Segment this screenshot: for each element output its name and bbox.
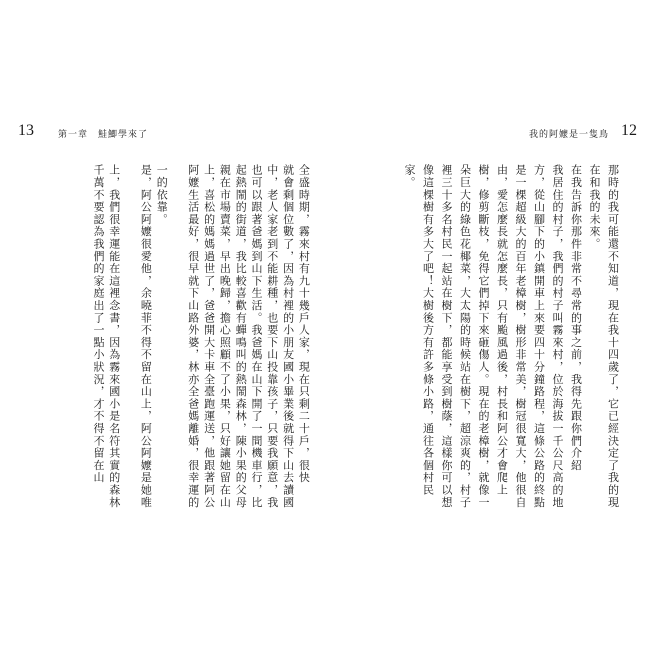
book-header: 我的阿嬤是一隻鳥 [529,130,610,140]
text-columns [18,164,313,584]
text-column: 上，喜松的媽媽過世了，爸爸開大卡車全臺跑運送，他跟著阿公 [202,164,216,509]
text-column: 家。 [403,164,416,189]
text-column: 就會剩個位數了，因為村裡的小朋友國小畢業後就得下山去讀國 [281,164,295,509]
text-column: 親在市場賣菜，早出晚歸，擔心照顧不了小果，只好讓她留在山 [218,164,232,509]
text-columns [344,164,637,584]
text-column: 在和我的未來。 [588,164,601,251]
text-column: 樹，修剪斷枝，免得它們掉下來砸傷人。現在的老樟樹，就像一 [477,164,490,509]
chapter-header: 第一章 鮭鯽學來了 [58,130,149,140]
text-column: 起熱鬧的街道，我比較喜歡有蟬鳴叫的熱鬧森林，陳小果的父母 [234,164,248,509]
text-column: 裡三十多名村民一起站在樹下，都能享受到樹蔭，這樣你可以想 [440,164,453,509]
text-column: 是，阿公阿嬤很愛他，余曉菲不得不留在山上，阿公阿嬤是她唯 [139,164,153,509]
page-number: 12 [621,122,637,139]
page-number: 13 [18,122,34,139]
text-column: 千萬不要認為我們的家庭出了一點小狀況，才不得不留在山 [92,164,105,484]
text-column: 那時的我可能還不知道，現在我十四歲了，它已經決定了我的現 [606,164,620,509]
left-page [18,118,313,588]
text-column: 方，從山腳下的小鎮開車上來要四十分鐘路程，這條公路的終點 [532,164,546,509]
text-column: 一的依靠。 [155,164,169,226]
text-column: 是一棵超級大的百年老樟樹，樹形非常美，樹冠很寬大，他很自 [514,164,527,509]
text-column: 由，愛怎麼長就怎麼長，只有颱風過後，村長和阿公才會爬上 [495,164,509,497]
text-column: 中，老人家老到不能耕種，也要下山投靠孩子，只要我願意，我 [265,164,279,509]
text-column: 朵巨大的綠色花椰菜，大太陽的時候站在樹下，超涼爽的，村子 [458,164,472,509]
right-page [344,118,637,588]
text-column: 上，我們很幸運能在這裡念書，因為霧來國小是名符其實的森林 [107,164,121,509]
text-column: 全盛時期，霧來村有九十幾戶人家，現在只剩二十戶，很快 [297,164,311,484]
book-spread [18,118,637,588]
text-column: 我居住的村子，我們的村子叫霧來村，位於海拔一千公尺高的地 [551,164,564,509]
text-column: 阿嬤生活最好，很早就下山路外婆，林亦全爸媽離婚，很幸運的 [186,164,200,509]
text-column: 也可以跟著爸媽到山下生活。我爸媽在山下開了一間機車行，比 [250,164,263,509]
text-column: 像這棵樹有多大了吧！大樹後方有許多條小路，通往各個村民 [421,164,435,497]
text-column: 在我告訴你那件非常不尋常的事之前，我得先跟你們介紹 [569,164,583,472]
